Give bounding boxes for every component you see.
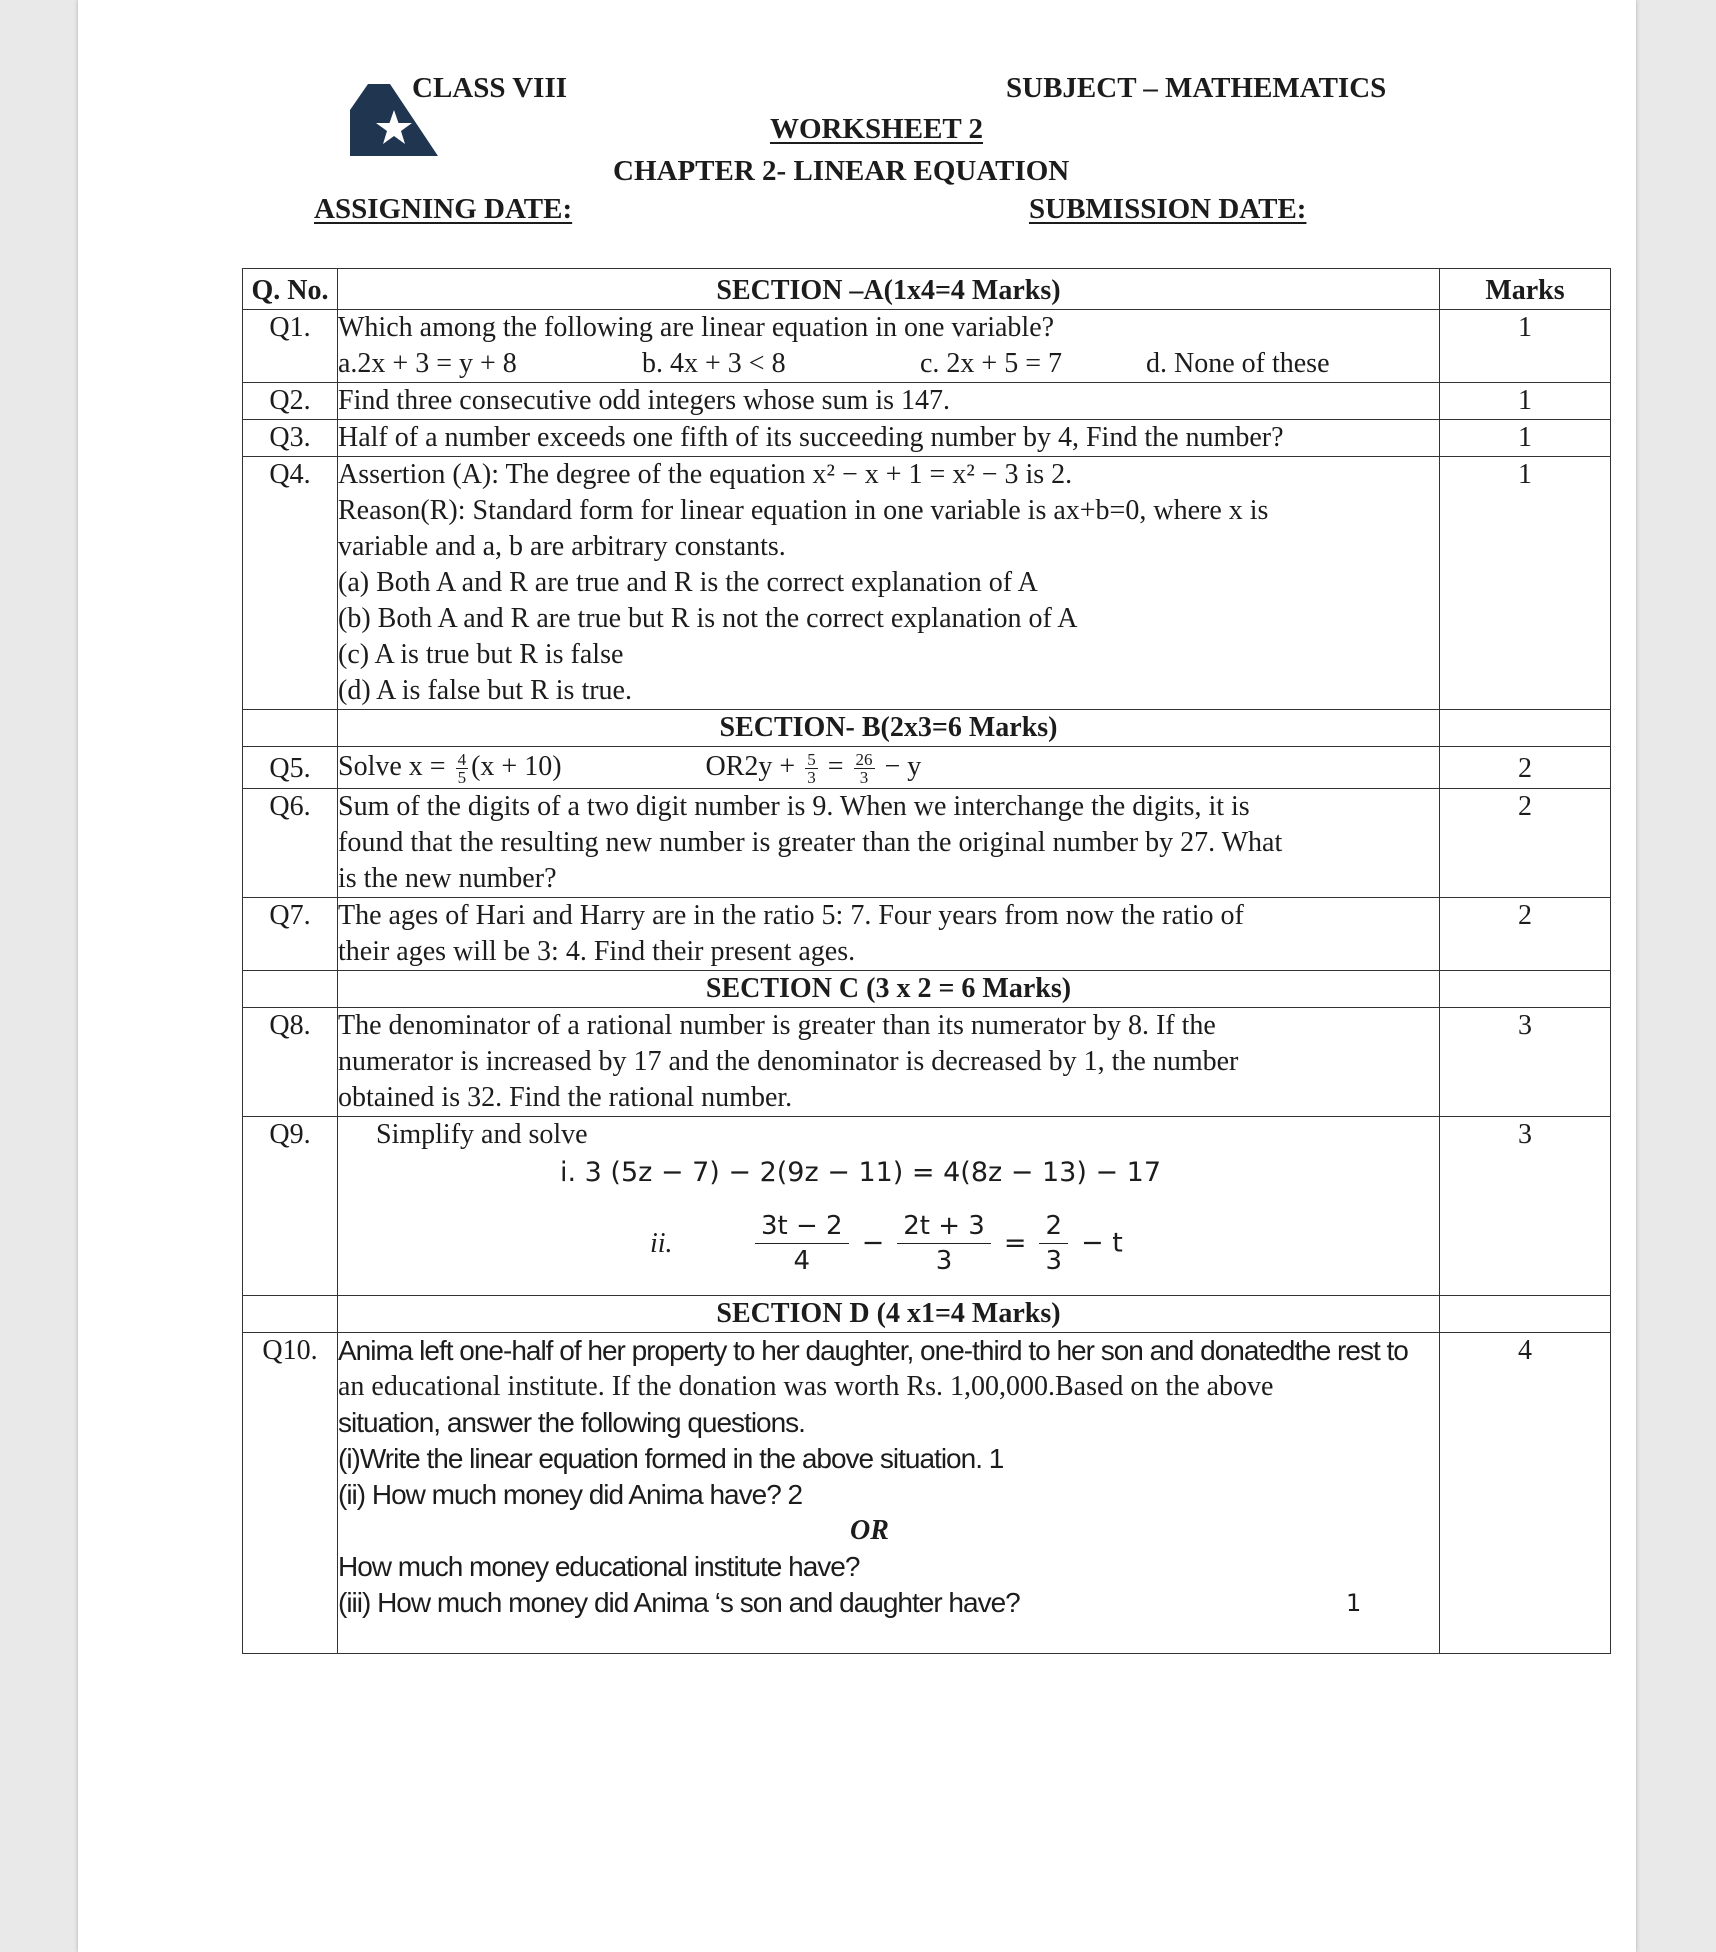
qno: Q9. (243, 1117, 338, 1296)
option-a: (a) Both A and R are true and R is the correct explanation of A (338, 567, 1038, 598)
option-d: (d) A is false but R is true. (338, 675, 632, 706)
equals-sign: = (827, 751, 844, 782)
option-b: b. 4x + 3 < 8 (642, 348, 786, 379)
question-text: obtained is 32. Find the rational number. (338, 1082, 793, 1114)
fraction: $\frac{26}{3}$ (855, 750, 873, 788)
question-text: situation, answer the following questions. (338, 1407, 805, 1439)
qno: Q2. (243, 383, 338, 420)
reason-text-2: variable and a, b are arbitrary constants. (338, 531, 786, 562)
fraction: $\frac{5}{3}$ (807, 750, 816, 788)
part-label: ii. (650, 1227, 673, 1259)
question-row-q5 (243, 747, 1611, 789)
equation-i: i. 3 (5z − 7) − 2(9z − 11) = 4(8z − 13) − 17 (560, 1157, 1162, 1189)
option-d: d. None of these (1146, 348, 1330, 379)
marks-value: 1 (1440, 383, 1611, 420)
question-text: The ages of Hari and Harry are in the ratio 5: 7. Four years from now the ratio of (338, 900, 1244, 932)
expression: (x + 10) (471, 751, 562, 782)
question-row-q8 (243, 1008, 1611, 1117)
option-a: a.2x + 3 = y + 8 (338, 348, 517, 379)
qno: Q8. (243, 1008, 338, 1117)
option-b: (b) Both A and R are true but R is not the correct explanation of A (338, 603, 1078, 634)
or-equation-text: OR2y + (705, 751, 796, 782)
marks-value: 3 (1440, 1008, 1611, 1117)
marks-value: 2 (1440, 747, 1611, 789)
worksheet-page (78, 0, 1636, 1952)
table-header-row (243, 269, 1611, 310)
qno: Q4. (243, 457, 338, 710)
fraction: $\frac{3t - 2}{4}$ (755, 1209, 849, 1278)
question-text: Sum of the digits of a two digit number is 9. When we interchange the digits, it is (338, 791, 1250, 823)
sub-question-alt: How much money educational institute have? (338, 1551, 860, 1583)
question-text: Find three consecutive odd integers whose sum is 147. (338, 383, 1440, 420)
chapter-title: CHAPTER 2- LINEAR EQUATION (613, 155, 1070, 187)
worksheet-title: WORKSHEET 2 (770, 113, 983, 145)
marks-value: 3 (1440, 1117, 1611, 1296)
section-a-heading: SECTION –A(1x4=4 Marks) (338, 269, 1440, 310)
section-d-heading: SECTION D (4 x1=4 Marks) (338, 1296, 1440, 1333)
section-b-heading: SECTION- B(2x3=6 Marks) (338, 710, 1440, 747)
fraction: $\frac{2t + 3}{3}$ (897, 1209, 991, 1278)
or-label: OR (850, 1515, 889, 1547)
sub-question-mark: 1 (1346, 1589, 1361, 1618)
class-label: CLASS VIII (412, 72, 568, 104)
submission-date-label: SUBMISSION DATE: (1029, 193, 1307, 225)
qno: Q7. (243, 898, 338, 971)
subject-label: SUBJECT – MATHEMATICS (1006, 72, 1387, 104)
question-text: is the new number? (338, 863, 557, 895)
qno-header: Q. No. (243, 269, 338, 310)
marks-value: 4 (1440, 1333, 1611, 1654)
section-d-row (243, 1296, 1611, 1333)
section-b-row (243, 710, 1611, 747)
reason-text-1: Reason(R): Standard form for linear equation in one variable is ax+b=0, where x is (338, 495, 1269, 526)
question-row-q6 (243, 789, 1611, 898)
question-text: Which among the following are linear equation in one variable? (338, 312, 1055, 343)
assigning-date-label: ASSIGNING DATE: (314, 193, 573, 225)
question-row-q4 (243, 457, 1611, 710)
fraction: $\frac{2}{3}$ (1039, 1209, 1068, 1278)
fraction: $\frac{4}{5}$ (457, 750, 467, 788)
question-row-q10 (243, 1333, 1611, 1654)
assertion-text: Assertion (A): The degree of the equation x² − x + 1 = x² − 3 is 2. (338, 459, 1073, 490)
question-row-q2 (243, 383, 1611, 420)
option-c: c. 2x + 5 = 7 (920, 348, 1063, 379)
question-text: Half of a number exceeds one fifth of its succeeding number by 4, Find the number? (338, 420, 1440, 457)
marks-value: 1 (1440, 310, 1611, 383)
sub-question-i: (i)Write the linear equation formed in the above situation. 1 (338, 1443, 1004, 1475)
question-text: their ages will be 3: 4. Find their present ages. (338, 936, 856, 968)
marks-value: 1 (1440, 420, 1611, 457)
question-text: Simplify and solve (376, 1119, 588, 1151)
question-text: The denominator of a rational number is greater than its numerator by 8. If the (338, 1010, 1216, 1042)
sub-question-ii: (ii) How much money did Anima have? 2 (338, 1479, 803, 1511)
question-text: an educational institute. If the donation was worth Rs. 1,00,000.Based on the above (338, 1371, 1274, 1403)
section-c-heading: SECTION C (3 x 2 = 6 Marks) (338, 971, 1440, 1008)
qno: Q10. (243, 1333, 338, 1654)
question-row-q9 (243, 1117, 1611, 1296)
marks-value: 2 (1440, 898, 1611, 971)
question-text: Anima left one-half of her property to her daughter, one-third to her son and donatedthe rest to (338, 1335, 1408, 1367)
option-c: (c) A is true but R is false (338, 639, 624, 670)
marks-value: 2 (1440, 789, 1611, 898)
equation-ii: ii. $\frac{3t - 2}{4}$ − $\frac{2t + 3}{3}$ = $\frac{2}{3}$ − t (650, 1211, 1123, 1277)
qno: Q5. (243, 747, 338, 789)
qno: Q1. (243, 310, 338, 383)
question-row-q1 (243, 310, 1611, 383)
qno: Q3. (243, 420, 338, 457)
question-row-q3 (243, 420, 1611, 457)
question-row-q7 (243, 898, 1611, 971)
question-text: found that the resulting new number is greater than the original number by 27. What (338, 827, 1283, 859)
question-table (242, 268, 1611, 1654)
marks-value: 1 (1440, 457, 1611, 710)
solve-text: Solve x = (338, 751, 446, 782)
expression: − y (884, 751, 922, 782)
section-c-row (243, 971, 1611, 1008)
marks-header: Marks (1440, 269, 1611, 310)
sub-question-iii: (iii) How much money did Anima ‘s son and daughter have? (338, 1587, 1020, 1619)
question-text: numerator is increased by 17 and the denominator is decreased by 1, the number (338, 1046, 1239, 1078)
qno: Q6. (243, 789, 338, 898)
